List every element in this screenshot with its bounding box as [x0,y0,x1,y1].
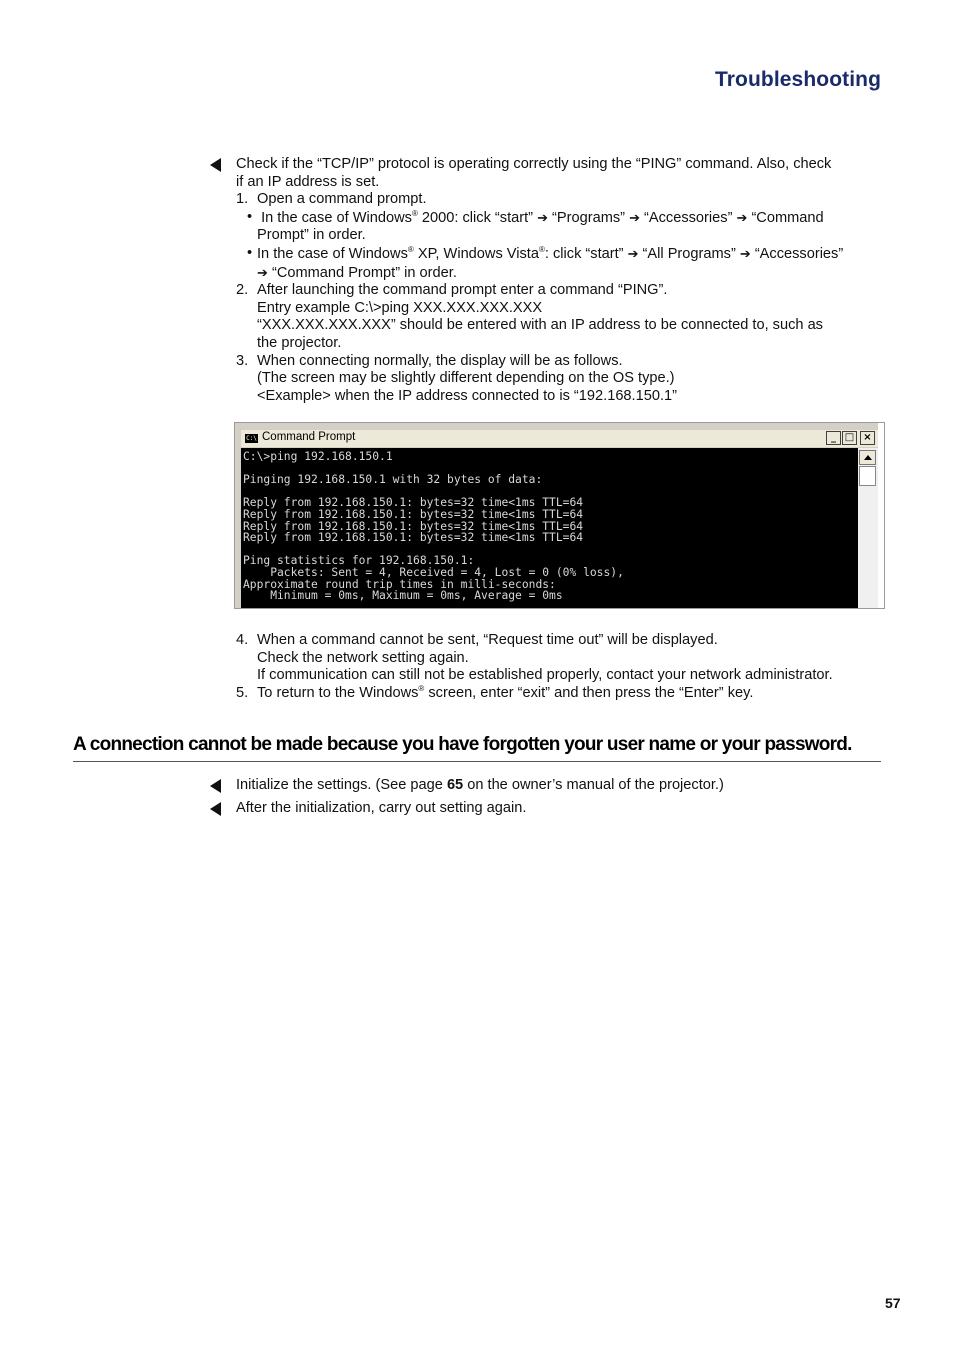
arrow-up-icon [864,455,872,460]
step-2 [236,282,881,352]
triangle-bullet-icon [210,158,221,172]
step-text: Open a command prompt. [257,191,427,208]
console-output: C:\>ping 192.168.150.1 Pinging 192.168.150.1 with 32 bytes of data: Reply from 192.168.150.1: bytes=32 time<1ms TTL=64 Reply from 192.168.150.1: bytes=32 time<1ms TTL=64 Reply from 192.168.150.1: bytes=32 time<1ms TTL=64 Reply from 192.168.150.1: bytes=32 time<1ms TTL=64 Ping statistics for 192.168.150.1: Packets: Sent = 4, Received = 4, Lost = 0 (0% loss), Approximate round trip times in milli-seconds: Minimum = 0ms, Maximum = 0ms, Average = 0ms [243,450,624,603]
window-frame [878,423,884,609]
step-4 [236,632,881,685]
registered-mark: ® [407,244,414,254]
step-number: 2. [236,282,249,299]
vertical-scrollbar[interactable] [858,448,878,609]
bullet-text [257,246,843,262]
text-span: “Accessories” [750,245,844,262]
section-heading: A connection cannot be made because you have forgotten your user name or your password. [73,734,881,762]
page-number: 57 [885,1295,901,1311]
text-span: “All Programs” [638,245,740,262]
bullet-text [261,210,824,226]
bullet-text-line-2: Prompt” in order. [257,227,366,244]
bullet-dot: • [247,208,253,225]
intro-line-1: Check if the “TCP/IP” protocol is operating correctly using the “PING” command. Also, check [236,156,832,172]
step-number: 3. [236,352,249,369]
text-span: Initialize the settings. (See page [236,777,447,793]
registered-mark: ® [411,208,418,218]
text-span: “Command Prompt” in order. [267,264,457,281]
bullet-text-line-2 [257,264,881,283]
arrow-right-icon: ➔ [629,209,640,225]
window-titlebar [241,430,878,447]
minimize-button[interactable]: _ [826,431,841,445]
section-title: Troubleshooting [715,68,881,91]
step-text-line: (The screen may be slightly different depending on the OS type.) [257,370,675,387]
step-text-line: Entry example C:\>ping XXX.XXX.XXX.XXX [257,299,543,316]
triangle-bullet-icon [210,779,221,793]
console-output-area[interactable] [241,448,858,609]
bullet-dot: • [247,244,253,261]
remedy-setting-again: After the initialization, carry out setting again. [236,800,527,816]
ping-instructions [236,156,881,405]
text-span: In the case of Windows [257,245,408,262]
text-span: on the owner’s manual of the projector.) [463,777,724,793]
step-text-line: If communication can still not be established properly, contact your network administrator. [257,667,833,684]
step-text-line: Check the network setting again. [257,649,469,666]
step-1 [236,191,881,209]
command-prompt-window [234,422,885,609]
text-span: 2000: click “start” [417,209,538,226]
step-text: screen, enter “exit” and then press the “Enter” key. [424,684,754,701]
step-text-line: “XXX.XXX.XXX.XXX” should be entered with an IP address to be connected to, such as [257,317,823,334]
remedy-initialize [236,777,724,795]
registered-mark: ® [538,244,545,254]
text-span: “Command [747,209,824,226]
step-text-line: <Example> when the IP address connected to is “192.168.150.1” [257,387,677,404]
step-number: 4. [236,632,249,648]
arrow-right-icon: ➔ [257,264,268,280]
arrow-right-icon: ➔ [739,245,751,261]
text-span: “Programs” [547,209,630,226]
step-5 [236,685,881,703]
arrow-right-icon: ➔ [736,209,748,225]
text-span: : click “start” [544,245,628,262]
text-span: In the case of Windows [261,209,412,226]
bullet-windows-2000 [236,209,881,245]
bullet-windows-xp-vista [236,245,881,282]
step-text: After launching the command prompt enter a command “PING”. [257,282,668,299]
window-title: Command Prompt [262,431,356,443]
arrow-right-icon: ➔ [537,209,548,225]
scroll-up-button[interactable] [859,450,876,465]
step-number: 1. [236,191,249,208]
registered-mark: ® [418,683,425,693]
text-span: “Accessories” [639,209,737,226]
step-text: When connecting normally, the display will be as follows. [257,352,623,369]
intro-line-2: if an IP address is set. [236,173,380,190]
page-reference: 65 [446,777,464,793]
step-3 [236,353,881,406]
scroll-thumb[interactable] [859,466,876,486]
step-text: To return to the Windows [257,684,419,701]
ping-instructions-continued [236,632,881,702]
step-text-line: the projector. [257,334,342,351]
arrow-right-icon: ➔ [627,245,639,261]
step-number: 5. [236,684,249,701]
close-button[interactable]: × [860,431,875,445]
maximize-button[interactable]: □ [842,431,857,445]
text-span: XP, Windows Vista [413,245,539,262]
step-text: When a command cannot be sent, “Request time out” will be displayed. [257,632,718,648]
triangle-bullet-icon [210,802,221,816]
command-prompt-icon: C:\ [246,435,257,442]
